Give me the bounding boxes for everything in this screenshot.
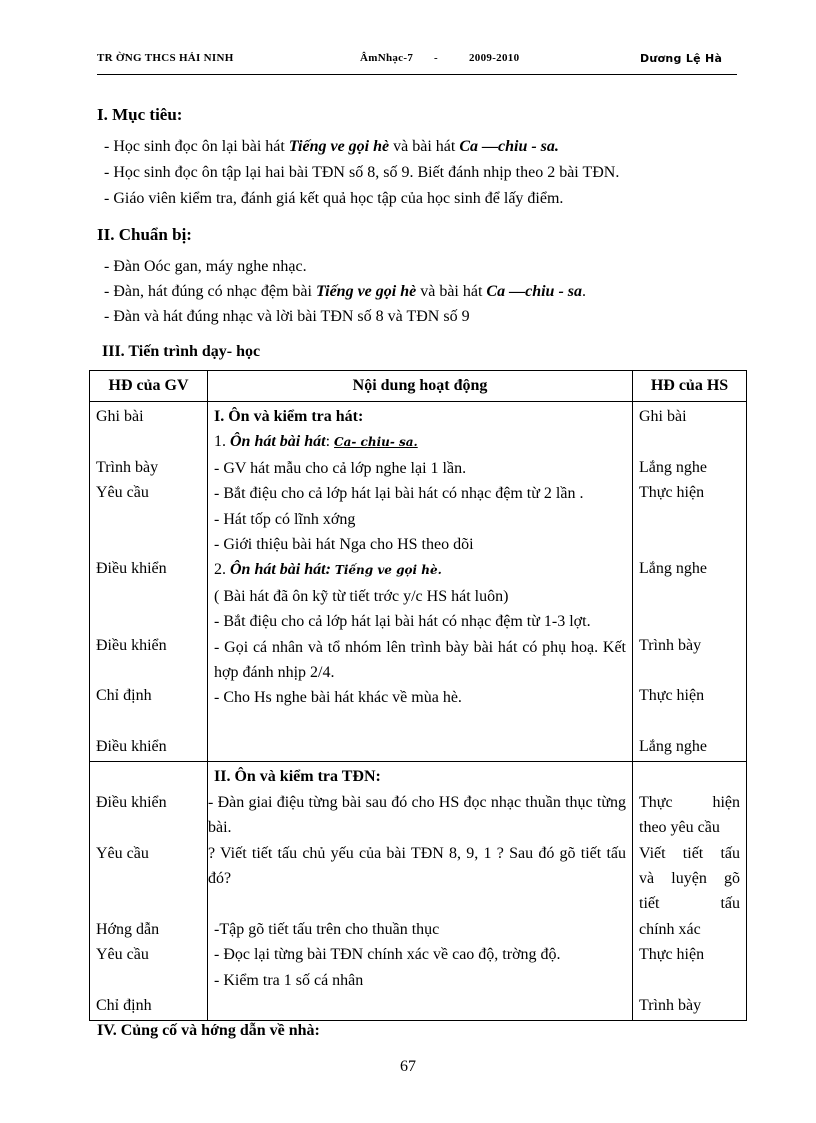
table-header-row <box>90 371 747 402</box>
student-activities: Ghi bài Lắng nghe Thực hiện Lắng nghe Trình bày Thực hiện Lắng nghe <box>633 402 747 762</box>
prep-line-3: - Đàn và hát đúng nhạc và lời bài TĐN số 8 và TĐN số 9 <box>104 308 470 325</box>
lesson-activity-table <box>89 370 747 1021</box>
song-title: Tiếng ve gọi hè <box>315 283 417 300</box>
song-title: Ca —chiu - sa. <box>459 138 559 155</box>
activity-content: II. Ôn và kiểm tra TĐN: - Đàn giai điệu từng bài sau đó cho HS đọc nhạc thuần thục từng bài. ? Viết tiết tấu chủ yếu của bài TĐN 8, 9, 1 ? Sau đó gõ tiết tấu đó? -Tập gõ tiết tấu trên cho thuần thục - Đọc lại từng bài TĐN chính xác về cao độ, trờng độ. - Kiểm tra 1 số cá nhân <box>208 762 633 1021</box>
item-1-heading: 1. Ôn hát bài hát: Ca- chiu- sa. <box>214 433 418 451</box>
page-number: 67 <box>400 1058 416 1075</box>
header-teacher: HĐ của GV <box>90 371 208 402</box>
header-year: 2009-2010 <box>469 52 520 64</box>
item-2-heading: 2. Ôn hát bài hát: Tiếng ve gọi hè. <box>214 561 442 579</box>
prep-line-1: - Đàn Oóc gan, máy nghe nhạc. <box>104 258 307 275</box>
activity-content: I. Ôn và kiểm tra hát: 1. Ôn hát bài hát: Ca- chiu- sa. - GV hát mẫu cho cả lớp nghe lại 1 lần. - Bắt điệu cho cả lớp hát lại bài hát có nhạc đệm từ 2 lần . - Hát tốp có lĩnh xớng - Giới thiệu bài hát Nga cho HS theo dõi 2. Ôn hát bài hát: Tiếng ve gọi hè. ( Bài hát đã ôn kỹ từ tiết trớc y/c HS hát luôn) - Bắt điệu cho cả lớp hát lại bài hát có nhạc đệm từ 1-3 lợt. - Gọi cá nhân và tổ nhóm lên trình bày bài hát có phụ hoạ. Kết hợp đánh nhịp 2/4. - Cho Hs nghe bài hát khác về mùa hè. <box>208 402 633 762</box>
section-2-title: II. Chuẩn bị: <box>97 225 192 244</box>
section-3-title: III. Tiến trình dạy- học <box>102 343 261 360</box>
section-4-title: IV. Củng cố và hớng dẫn về nhà: <box>97 1022 320 1039</box>
part-2-title: II. Ôn và kiểm tra TĐN: <box>214 768 381 786</box>
table-row <box>90 762 747 1021</box>
song-title: Tiếng ve gọi hè <box>288 138 390 155</box>
teacher-activities: Ghi bài Trình bày Yêu cầu Điều khiển Điều khiển Chỉ định Điều khiển <box>90 402 208 762</box>
objective-line-2: - Học sinh đọc ôn tập lại hai bài TĐN số 8, số 9. Biết đánh nhịp theo 2 bài TĐN. <box>104 164 620 181</box>
header-student: HĐ của HS <box>633 371 747 402</box>
header-content: Nội dung hoạt động <box>208 371 633 402</box>
part-1-title: I. Ôn và kiểm tra hát: <box>214 408 364 425</box>
song-title: Tiếng ve gọi hè. <box>334 563 442 578</box>
song-title: Ca- chiu- sa. <box>334 435 418 450</box>
prep-line-2: - Đàn, hát đúng có nhạc đệm bài Tiếng ve gọi hè và bài hát Ca —chiu - sa. <box>104 283 586 300</box>
page-header <box>97 50 737 75</box>
header-author: Dương Lệ Hà <box>640 52 723 65</box>
section-1-title: I. Mục tiêu: <box>97 105 183 124</box>
table-row <box>90 402 747 762</box>
objective-line-3: - Giáo viên kiểm tra, đánh giá kết quả học tập của học sinh để lấy điểm. <box>104 190 564 207</box>
song-title: Ca —chiu - sa <box>486 283 582 300</box>
header-school: TR ỜNG THCS HẢI NINH <box>97 52 234 64</box>
teacher-activities: Điều khiển Yêu cầu Hớng dẫn Yêu cầu Chỉ định <box>90 762 208 1021</box>
header-separator: - <box>434 52 438 64</box>
objective-line-1: - Học sinh đọc ôn lại bài hát Tiếng ve gọi hè và bài hát Ca —chiu - sa. <box>104 138 559 155</box>
student-activities: Thực hiện theo yêu cầu Viết tiết tấu và luyện gõ tiết tấu chính xác Thực hiện Trình bày <box>633 762 747 1021</box>
header-subject: ÂmNhạc-7 <box>360 52 414 64</box>
